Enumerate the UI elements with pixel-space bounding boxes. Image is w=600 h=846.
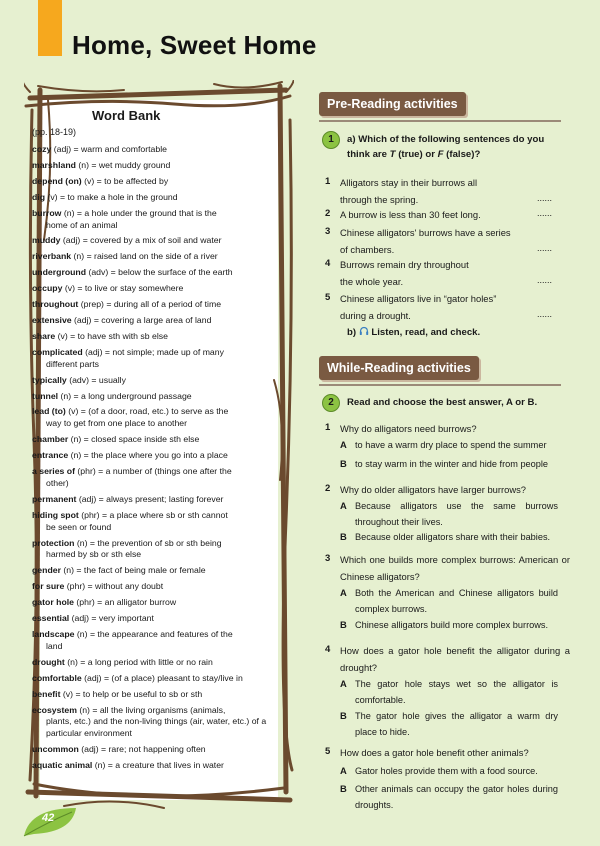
word-bank-entry	[32, 581, 272, 593]
answer-blank[interactable]: ......	[537, 208, 553, 218]
entry-word: throughout	[32, 299, 79, 310]
option-b-label[interactable]: B	[340, 619, 347, 630]
word-bank-entry	[32, 315, 272, 327]
word-bank-entry	[32, 251, 272, 263]
word-bank-entry	[32, 760, 272, 772]
word-bank-entry	[32, 565, 272, 577]
headphones-icon	[359, 326, 369, 336]
entry-definition-continued: harmed by sb or sth else	[46, 549, 142, 560]
entry-definition: (n) = wet muddy ground	[75, 159, 171, 170]
entry-definition: (v) = (of a door, road, etc.) to serve as the	[65, 406, 229, 417]
word-bank-entry	[32, 347, 272, 371]
word-bank-entry	[32, 673, 272, 685]
option-b-text[interactable]: The gator hole gives the alligator a warm dry place to hide.	[355, 711, 558, 737]
entry-definition: (n) = a long period with little or no rain	[64, 656, 213, 667]
word-bank-entry	[32, 597, 272, 609]
entry-definition: (n) = the place where you go into a place	[68, 450, 228, 461]
entry-definition: (adj) = always present; lasting forever	[76, 493, 224, 504]
accent-bar	[38, 0, 62, 56]
entry-word: occupy	[32, 283, 63, 294]
entry-word: lead (to)	[32, 406, 66, 417]
option-a-text[interactable]: Because alligators use the same burrows throughout their lives.	[355, 501, 558, 527]
question-number: 4	[325, 644, 331, 655]
word-bank-entry	[32, 235, 272, 247]
word-bank-entry	[32, 705, 272, 741]
entry-definition: (adj) = covered by a mix of soil and water	[60, 235, 222, 246]
entry-word: underground	[32, 267, 87, 278]
entry-definition: (phr) = a place where sb or sth cannot	[78, 509, 228, 520]
word-bank-entry	[32, 657, 272, 669]
entry-definition-continued: be seen or found	[46, 521, 112, 532]
entry-word: chamber	[32, 434, 69, 445]
option-b-label[interactable]: B	[340, 531, 347, 542]
answer-blank[interactable]: ......	[537, 309, 553, 319]
entry-definition: (adv) = usually	[66, 374, 126, 385]
entry-definition: (prep) = during all of a period of time	[78, 299, 222, 310]
question-text: Which one builds more complex burrows: American or Chinese alligators?	[340, 554, 570, 582]
task-1a-instruction-line-1: a) Which of the following sentences do you	[347, 134, 545, 145]
option-b-label[interactable]: B	[340, 458, 347, 469]
word-bank-entry	[32, 144, 272, 156]
question-text: How does a gator hole benefit other animals?	[340, 747, 529, 758]
word-bank-entry	[32, 283, 272, 295]
entry-definition: (v) = to be affected by	[81, 175, 169, 186]
entry-definition-continued: home of an animal	[46, 219, 118, 230]
entry-word: ecosystem	[32, 704, 77, 715]
entry-definition-continued: different parts	[46, 358, 99, 369]
entry-definition: (phr) = an alligator burrow	[74, 597, 177, 608]
task-1a-instruction-line-2: think are T (true) or F (false)?	[347, 149, 481, 160]
entry-word: tunnel	[32, 390, 59, 401]
word-bank-entry	[32, 689, 272, 701]
statement-text: Chinese alligators live in “gator holes”	[340, 293, 497, 304]
word-bank-entry	[32, 629, 272, 653]
entry-definition-continued: other)	[46, 477, 69, 488]
entry-definition: (adj) = warm and comfortable	[51, 144, 167, 154]
entry-definition: (adj) = covering a large area of land	[71, 314, 212, 325]
answer-blank[interactable]: ......	[537, 243, 553, 253]
statement-number: 5	[325, 292, 331, 303]
option-a-text[interactable]: Both the American and Chinese alligators build complex burrows.	[355, 588, 558, 614]
entry-word: permanent	[32, 493, 77, 504]
option-a-label[interactable]: A	[340, 678, 347, 689]
entry-definition: (n) = the fact of being male or female	[60, 565, 206, 576]
entry-definition: (n) = the prevention of sb or sth being	[74, 537, 222, 548]
entry-word: comfortable	[32, 672, 82, 683]
entry-word: protection	[32, 537, 75, 548]
task-1b-text: Listen, read, and check.	[371, 327, 481, 338]
entry-definition: (phr) = without any doubt	[64, 581, 164, 592]
question-number: 1	[325, 422, 331, 433]
statement-text: Chinese alligators' burrows have a series	[340, 227, 511, 238]
word-bank-entry	[32, 331, 272, 343]
word-bank-entry	[32, 613, 272, 625]
option-a-text[interactable]: to have a warm dry place to spend the summer	[355, 440, 547, 450]
option-b-label[interactable]: B	[340, 783, 347, 794]
entry-word: hiding spot	[32, 509, 79, 520]
entry-definition: (adj) = not simple; made up of many	[82, 346, 224, 357]
entry-word: uncommon	[32, 744, 79, 755]
statement-number: 4	[325, 258, 331, 269]
word-bank-entry	[32, 299, 272, 311]
entry-word: benefit	[32, 688, 61, 699]
word-bank-entry	[32, 192, 272, 204]
task-1b-instruction	[347, 325, 480, 340]
entry-definition: (v) = to live or stay somewhere	[62, 283, 184, 294]
option-a-text[interactable]: Gator holes provide them with a food source.	[355, 766, 538, 776]
question-number: 3	[325, 553, 331, 564]
entry-word: gator hole	[32, 597, 74, 608]
page-title: Home, Sweet Home	[72, 30, 317, 60]
word-bank-entry	[32, 406, 272, 430]
page-number: 42	[42, 812, 55, 824]
section-divider	[319, 384, 561, 386]
option-a-label[interactable]: A	[340, 587, 347, 598]
entry-definition: (n) = raised land on the side of a river	[71, 251, 218, 262]
statement-text: Burrows remain dry throughout	[340, 259, 469, 270]
entry-word: riverbank	[32, 251, 72, 262]
entry-definition: (n) = all the living organisms (animals,	[76, 704, 226, 715]
pre-reading-heading: Pre-Reading activities	[319, 92, 466, 116]
entry-definition: (adv) = below the surface of the earth	[86, 267, 233, 278]
entry-word: dig	[32, 191, 46, 202]
entry-word: share	[32, 330, 56, 341]
option-a-label[interactable]: A	[340, 500, 347, 511]
entry-definition: (n) = closed space inside sth else	[68, 434, 200, 445]
entry-definition: (n) = a hole under the ground that is the	[61, 207, 217, 218]
statement-number: 1	[325, 176, 331, 187]
option-b-text[interactable]: Other animals can occupy the gator holes during droughts.	[355, 784, 558, 810]
statement-text-continued: of chambers.	[340, 244, 395, 255]
entry-word: complicated	[32, 346, 83, 357]
statement-text: A burrow is less than 30 feet long.	[340, 209, 481, 220]
word-bank-entry	[32, 744, 272, 756]
question-text: How does a gator hole benefit the alligator during a drought?	[340, 645, 570, 673]
while-reading-heading: While-Reading activities	[319, 356, 479, 380]
word-bank-entry	[32, 510, 272, 534]
word-bank-entry	[32, 375, 272, 387]
entry-word: cozy	[32, 144, 52, 154]
question-text: Why do alligators need burrows?	[340, 423, 477, 434]
option-b-text[interactable]: Because older alligators share with their babies.	[355, 532, 551, 542]
word-bank-entry	[32, 494, 272, 506]
statement-number: 2	[325, 208, 331, 219]
entry-definition: (phr) = a number of (things one after the	[74, 466, 232, 477]
task-1b-prefix: b)	[347, 327, 357, 338]
entry-word: muddy	[32, 235, 61, 246]
entry-word: typically	[32, 374, 67, 385]
entry-definition: (n) = the appearance and features of the	[74, 629, 233, 639]
word-bank-entry	[32, 267, 272, 279]
word-bank-list	[32, 144, 272, 776]
option-a-label[interactable]: A	[340, 439, 347, 450]
entry-definition: (n) = a creature that lives in water	[92, 760, 224, 771]
entry-word: for sure	[32, 581, 65, 592]
word-bank-entry	[32, 391, 272, 403]
entry-definition: (n) = a long underground passage	[58, 390, 192, 401]
entry-definition: (adj) = rare; not happening often	[78, 744, 206, 755]
task-number-badge: 2	[322, 394, 340, 412]
entry-definition: (adj) = (of a place) pleasant to stay/live in	[81, 672, 243, 683]
entry-word: gender	[32, 565, 61, 576]
answer-blank[interactable]: ......	[537, 275, 553, 285]
entry-word: entrance	[32, 450, 69, 461]
statement-text-continued: the whole year.	[340, 276, 404, 287]
entry-word: a series of	[32, 466, 75, 477]
word-bank-entry	[32, 466, 272, 490]
entry-word: burrow	[32, 207, 62, 218]
statement-text-continued: during a drought.	[340, 310, 411, 321]
entry-word: landscape	[32, 629, 75, 639]
word-bank-entry	[32, 450, 272, 462]
entry-definition-continued: land	[46, 640, 63, 651]
entry-word: marshland	[32, 159, 76, 170]
word-bank-entry	[32, 434, 272, 446]
question-text: Why do older alligators have larger burrows?	[340, 484, 527, 495]
entry-definition-continued: plants, etc.) and the non-living things (air, water, etc.) of a particular environment	[46, 716, 267, 739]
statement-text-continued: through the spring.	[340, 194, 419, 205]
statement-number: 3	[325, 226, 331, 237]
task-2-instruction: Read and choose the best answer, A or B.	[347, 397, 538, 408]
section-divider	[319, 120, 561, 122]
answer-blank[interactable]: ......	[537, 193, 553, 203]
option-b-text[interactable]: Chinese alligators build more complex burrows.	[355, 620, 549, 630]
entry-word: drought	[32, 656, 65, 667]
word-bank-entry	[32, 160, 272, 172]
entry-word: aquatic animal	[32, 760, 93, 771]
option-a-label[interactable]: A	[340, 765, 347, 776]
entry-definition: (adj) = very important	[69, 613, 154, 624]
entry-word: depend (on)	[32, 175, 82, 186]
option-b-text[interactable]: to stay warm in the winter and hide from people	[355, 459, 549, 469]
word-bank-title: Word Bank	[92, 108, 161, 123]
entry-definition: (v) = to help or be useful to sb or sth	[60, 688, 203, 699]
entry-definition-continued: way to get from one place to another	[46, 418, 188, 429]
entry-definition: (v) = to have sth with sb else	[55, 330, 168, 341]
word-bank-entry	[32, 538, 272, 562]
entry-word: essential	[32, 613, 70, 624]
task-number-badge: 1	[322, 131, 340, 149]
word-bank-pages: (pp. 18-19)	[32, 127, 77, 137]
word-bank-entry	[32, 176, 272, 188]
question-number: 2	[325, 483, 331, 494]
question-number: 5	[325, 746, 331, 757]
option-a-text[interactable]: The gator hole stays wet so the alligator is comfortable.	[355, 679, 558, 705]
statement-text: Alligators stay in their burrows all	[340, 177, 478, 188]
option-b-label[interactable]: B	[340, 710, 347, 721]
word-bank-entry	[32, 208, 272, 232]
entry-word: extensive	[32, 314, 72, 325]
entry-definition: (v) = to make a hole in the ground	[45, 191, 178, 202]
